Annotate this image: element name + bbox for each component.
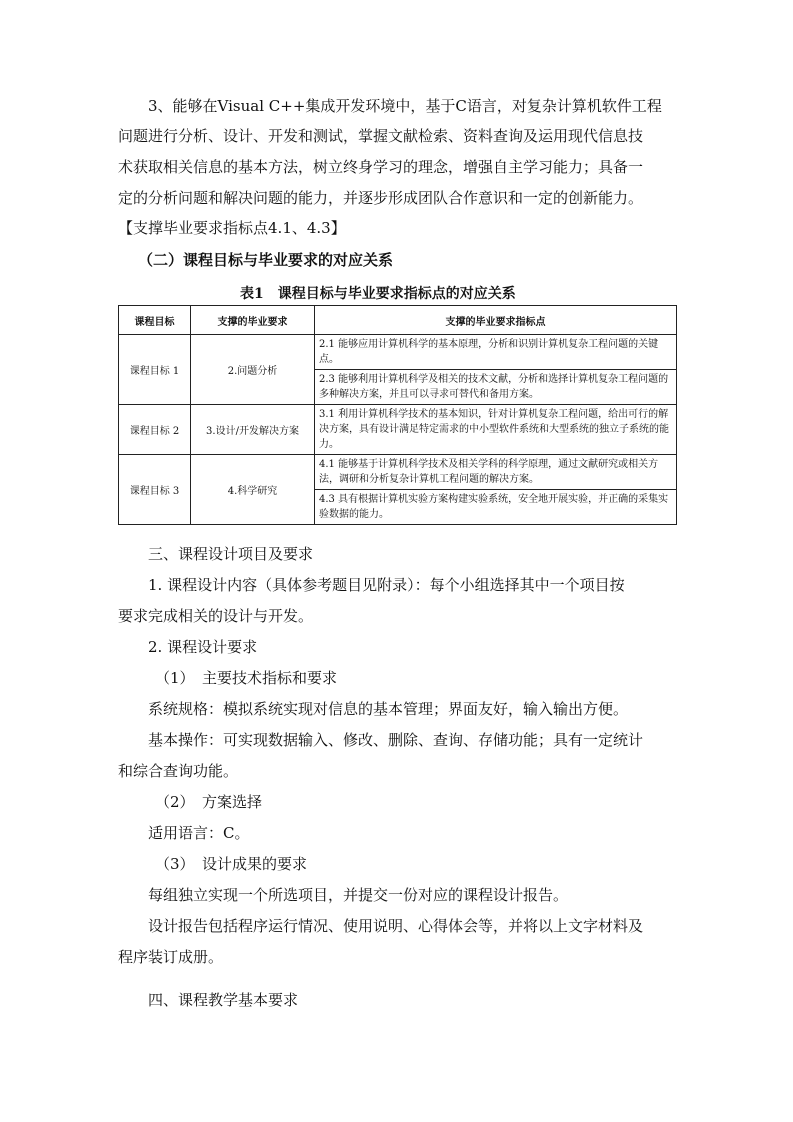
section-heading-2: （二）课程目标与毕业要求的对应关系 [138, 251, 394, 269]
report-line-2: 程序装订成册。 [118, 948, 224, 966]
table-header-indicator: 支撑的毕业要求指标点 [315, 306, 677, 335]
para3-line-2: 问题进行分析、设计、开发和测试，掌握文献检索、资料查询及运用现代信息技 [118, 127, 644, 145]
lang-text: 适用语言：C。 [148, 824, 250, 842]
indicator-cell: 2.1 能够应用计算机科学的基本原理，分析和识别计算机复杂工程问题的关键点。 [315, 335, 677, 370]
sub3-heading: （3） 设计成果的要求 [155, 855, 308, 873]
indicator-cell: 3.1 利用计算机科学技术的基本知识，针对计算机复杂工程问题，给出可行的解决方案，具有设计满足特定需求的中小型软件系统和大型系统的独立子系统的能力。 [315, 405, 677, 455]
item1-line-1: 1. 课程设计内容（具体参考题目见附录）：每个小组选择其中一个项目按 [148, 576, 625, 594]
section-heading-4: 四、课程教学基本要求 [148, 991, 299, 1009]
sub1-heading: （1） 主要技术指标和要求 [155, 669, 338, 687]
each-group-text: 每组独立实现一个所选项目，并提交一份对应的课程设计报告。 [148, 886, 569, 904]
goal-cell: 课程目标 2 [119, 405, 191, 455]
requirement-cell: 4.科学研究 [191, 455, 315, 525]
report-line-1: 设计报告包括程序运行情况、使用说明、心得体会等，并将以上文字材料及 [148, 917, 644, 935]
table-row [119, 335, 677, 370]
table-caption: 表1 课程目标与毕业要求指标点的对应关系 [240, 286, 516, 302]
table-header-goal: 课程目标 [119, 306, 191, 335]
item1-line-2: 要求完成相关的设计与开发。 [118, 607, 314, 625]
item2-heading: 2. 课程设计要求 [148, 638, 258, 656]
basic-ops-line-2: 和综合查询功能。 [118, 762, 239, 780]
goal-cell: 课程目标 3 [119, 455, 191, 525]
table-header-requirement: 支撑的毕业要求 [191, 306, 315, 335]
requirement-cell: 2.问题分析 [191, 335, 315, 405]
sub2-heading: （2） 方案选择 [155, 793, 263, 811]
requirement-cell: 3.设计/开发解决方案 [191, 405, 315, 455]
para3-line-4: 定的分析问题和解决问题的能力，并逐步形成团队合作意识和一定的创新能力。 [118, 189, 644, 207]
indicator-cell: 2.3 能够利用计算机科学及相关的技术文献，分析和选择计算机复杂工程问题的多种解决方案，并且可以寻求可替代和备用方案。 [315, 370, 677, 405]
basic-ops-line-1: 基本操作：可实现数据输入、修改、删除、查询、存储功能；具有一定统计 [148, 731, 644, 749]
spec-text: 系统规格：模拟系统实现对信息的基本管理；界面友好，输入输出方便。 [148, 700, 629, 718]
para3-line-1: 3、能够在Visual C++集成开发环境中，基于C语言，对复杂计算机软件工程 [148, 97, 662, 115]
goal-cell: 课程目标 1 [119, 335, 191, 405]
goals-table [118, 305, 677, 525]
para3-line-5: 【支撑毕业要求指标点4.1、4.3】 [118, 219, 346, 237]
indicator-cell: 4.3 具有根据计算机实验方案构建实验系统，安全地开展实验，并正确的采集实验数据的能力。 [315, 490, 677, 525]
table-row [119, 405, 677, 455]
indicator-cell: 4.1 能够基于计算机科学技术及相关学科的科学原理，通过文献研究或相关方法，调研和分析复杂计算机工程问题的解决方案。 [315, 455, 677, 490]
table-row [119, 455, 677, 490]
para3-line-3: 术获取相关信息的基本方法，树立终身学习的理念，增强自主学习能力；具备一 [118, 158, 644, 176]
table-header-row [119, 306, 677, 335]
section-heading-3: 三、课程设计项目及要求 [148, 545, 314, 563]
